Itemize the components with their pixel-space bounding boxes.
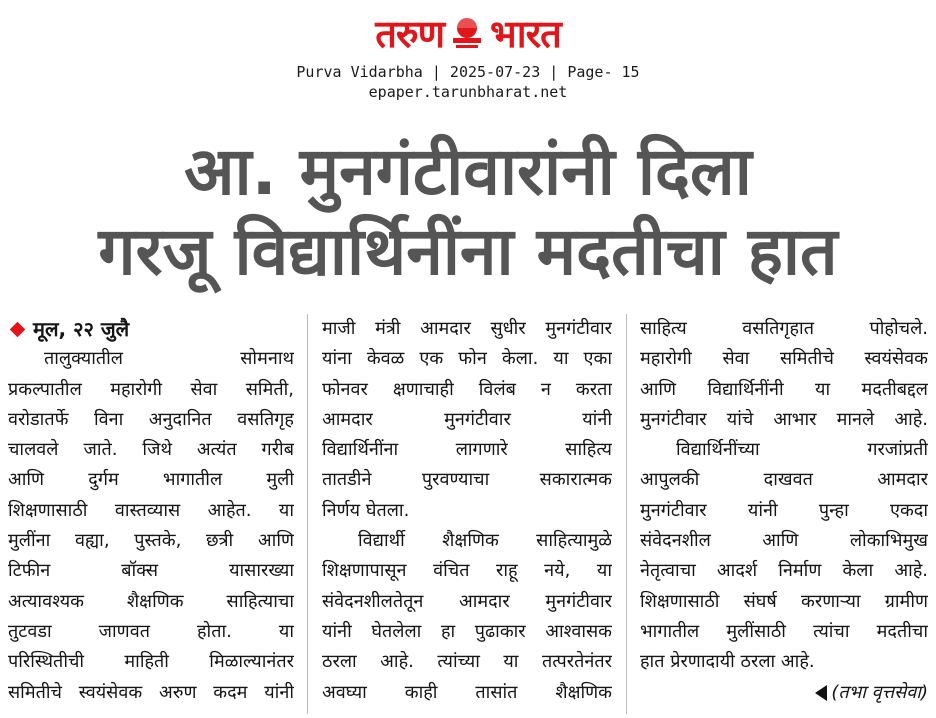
body-line: माजी मंत्री आमदार सुधीर मुनगंटीवार [322, 318, 612, 339]
body-line: निर्णय घेतला. [322, 499, 410, 521]
body-line: तालुक्यातील सोमनाथ [44, 348, 294, 370]
body-line: विद्यार्थिनींना लागणारे साहित्य [322, 439, 612, 461]
masthead [0, 10, 936, 58]
body-line: संवेदनशीलतेतून आमदार मुनगंटीवार [322, 590, 612, 612]
article-column-2 [322, 314, 612, 708]
headline-line-2: गरजू विद्यार्थिनींना मदतीचा हात [98, 213, 838, 290]
body-line: समितीचे स्वयंसेवक अरुण कदम यांनी [8, 681, 294, 703]
diamond-bullet-icon [10, 321, 26, 337]
body-line: आमदार मुनगंटीवार यांनी [322, 408, 612, 430]
body-line: ठरला आहे. त्यांच्या या तत्परतेनंतर [322, 651, 612, 673]
body-line: संवेदनशील आणि लोकाभिमुख [640, 530, 928, 552]
dateline [8, 314, 294, 344]
body-line: शिक्षणासाठी वास्तव्यास आहेत. या [8, 499, 294, 521]
body-line: यांना केवळ एक फोन केला. या एका [322, 348, 612, 370]
body-line: शिक्षणापासून वंचित राहू नये, या [322, 560, 612, 582]
news-credit [640, 678, 928, 708]
logo-emblem-icon [450, 14, 484, 54]
body-line: फोनवर क्षणाचाही विलंब न करता [322, 378, 612, 400]
body-line: विद्यार्थी शैक्षणिक साहित्यामुळे [358, 530, 612, 552]
logo-word-right: भारत [490, 12, 561, 56]
headline-line-1: आ. मुनगंटीवारांनी दिला [184, 133, 752, 210]
body-line: चालवले जाते. जिथे अत्यंत गरीब [8, 439, 294, 461]
body-line: महारोगी सेवा समितीचे स्वयंसेवक [640, 348, 928, 370]
newspaper-logo [375, 10, 561, 58]
body-line: मुनगंटीवार यांचे आभार मानले आहे. [640, 408, 928, 430]
body-line: परिस्थितीची माहिती मिळाल्यानंतर [8, 651, 294, 673]
body-line: अत्यावश्यक शैक्षणिक साहित्याचा [8, 590, 294, 612]
body-line: यांनी घेतलेला हा पुढाकार आश्वासक [322, 620, 612, 642]
logo-word-left: तरुण [375, 12, 445, 56]
body-line: मुलींना वह्या, पुस्तके, छत्री आणि [8, 530, 294, 552]
body-line: आपुलकी दाखवत आमदार [640, 469, 928, 491]
credit-text: (तभा वृत्तसेवा) [831, 681, 928, 703]
body-line: वरोडातर्फे विना अनुदानित वसतिगृह [8, 408, 294, 430]
body-line: भागातील मुलींसाठी त्यांचा मदतीचा [640, 620, 928, 642]
body-line: विद्यार्थिनींच्या गरजांप्रती [676, 439, 928, 461]
edition-info: Purva Vidarbha | 2025-07-23 | Page- 15 [296, 63, 640, 81]
body-line: तातडीने पुरवण्याचा सकारात्मक [322, 469, 612, 491]
column-divider [307, 314, 308, 714]
body-line: प्रकल्पातील महारोगी सेवा समिती, [8, 378, 294, 400]
body-line: टिफीन बॉक्स यासारख्या [8, 560, 294, 582]
column-divider [626, 314, 627, 714]
body-line: आणि दुर्गम भागातील मुली [8, 469, 294, 491]
epaper-url: epaper.tarunbharat.net [368, 83, 568, 101]
body-line: साहित्य वसतिगृहात पोहोचले. [640, 318, 928, 339]
triangle-pointer-icon [815, 685, 827, 701]
body-line: अवघ्या काही तासांत शैक्षणिक [322, 681, 612, 703]
body-line: तुटवडा जाणवत होता. या [8, 620, 294, 642]
dateline-text: मूल, २२ जुलै [33, 317, 130, 341]
body-line: नेतृत्वाचा आदर्श निर्माण केला आहे. [640, 560, 928, 582]
body-line: आणि विद्यार्थिनींनी या मदतीबद्दल [640, 378, 928, 400]
article-column-1 [8, 314, 294, 708]
body-line: मुनगंटीवार यांनी पुन्हा एकदा [640, 499, 928, 521]
body-line: शिक्षणासाठी संघर्ष करणाऱ्या ग्रामीण [640, 590, 928, 612]
body-line: हात प्रेरणादायी ठरला आहे. [640, 651, 815, 673]
article-column-3 [640, 314, 928, 708]
